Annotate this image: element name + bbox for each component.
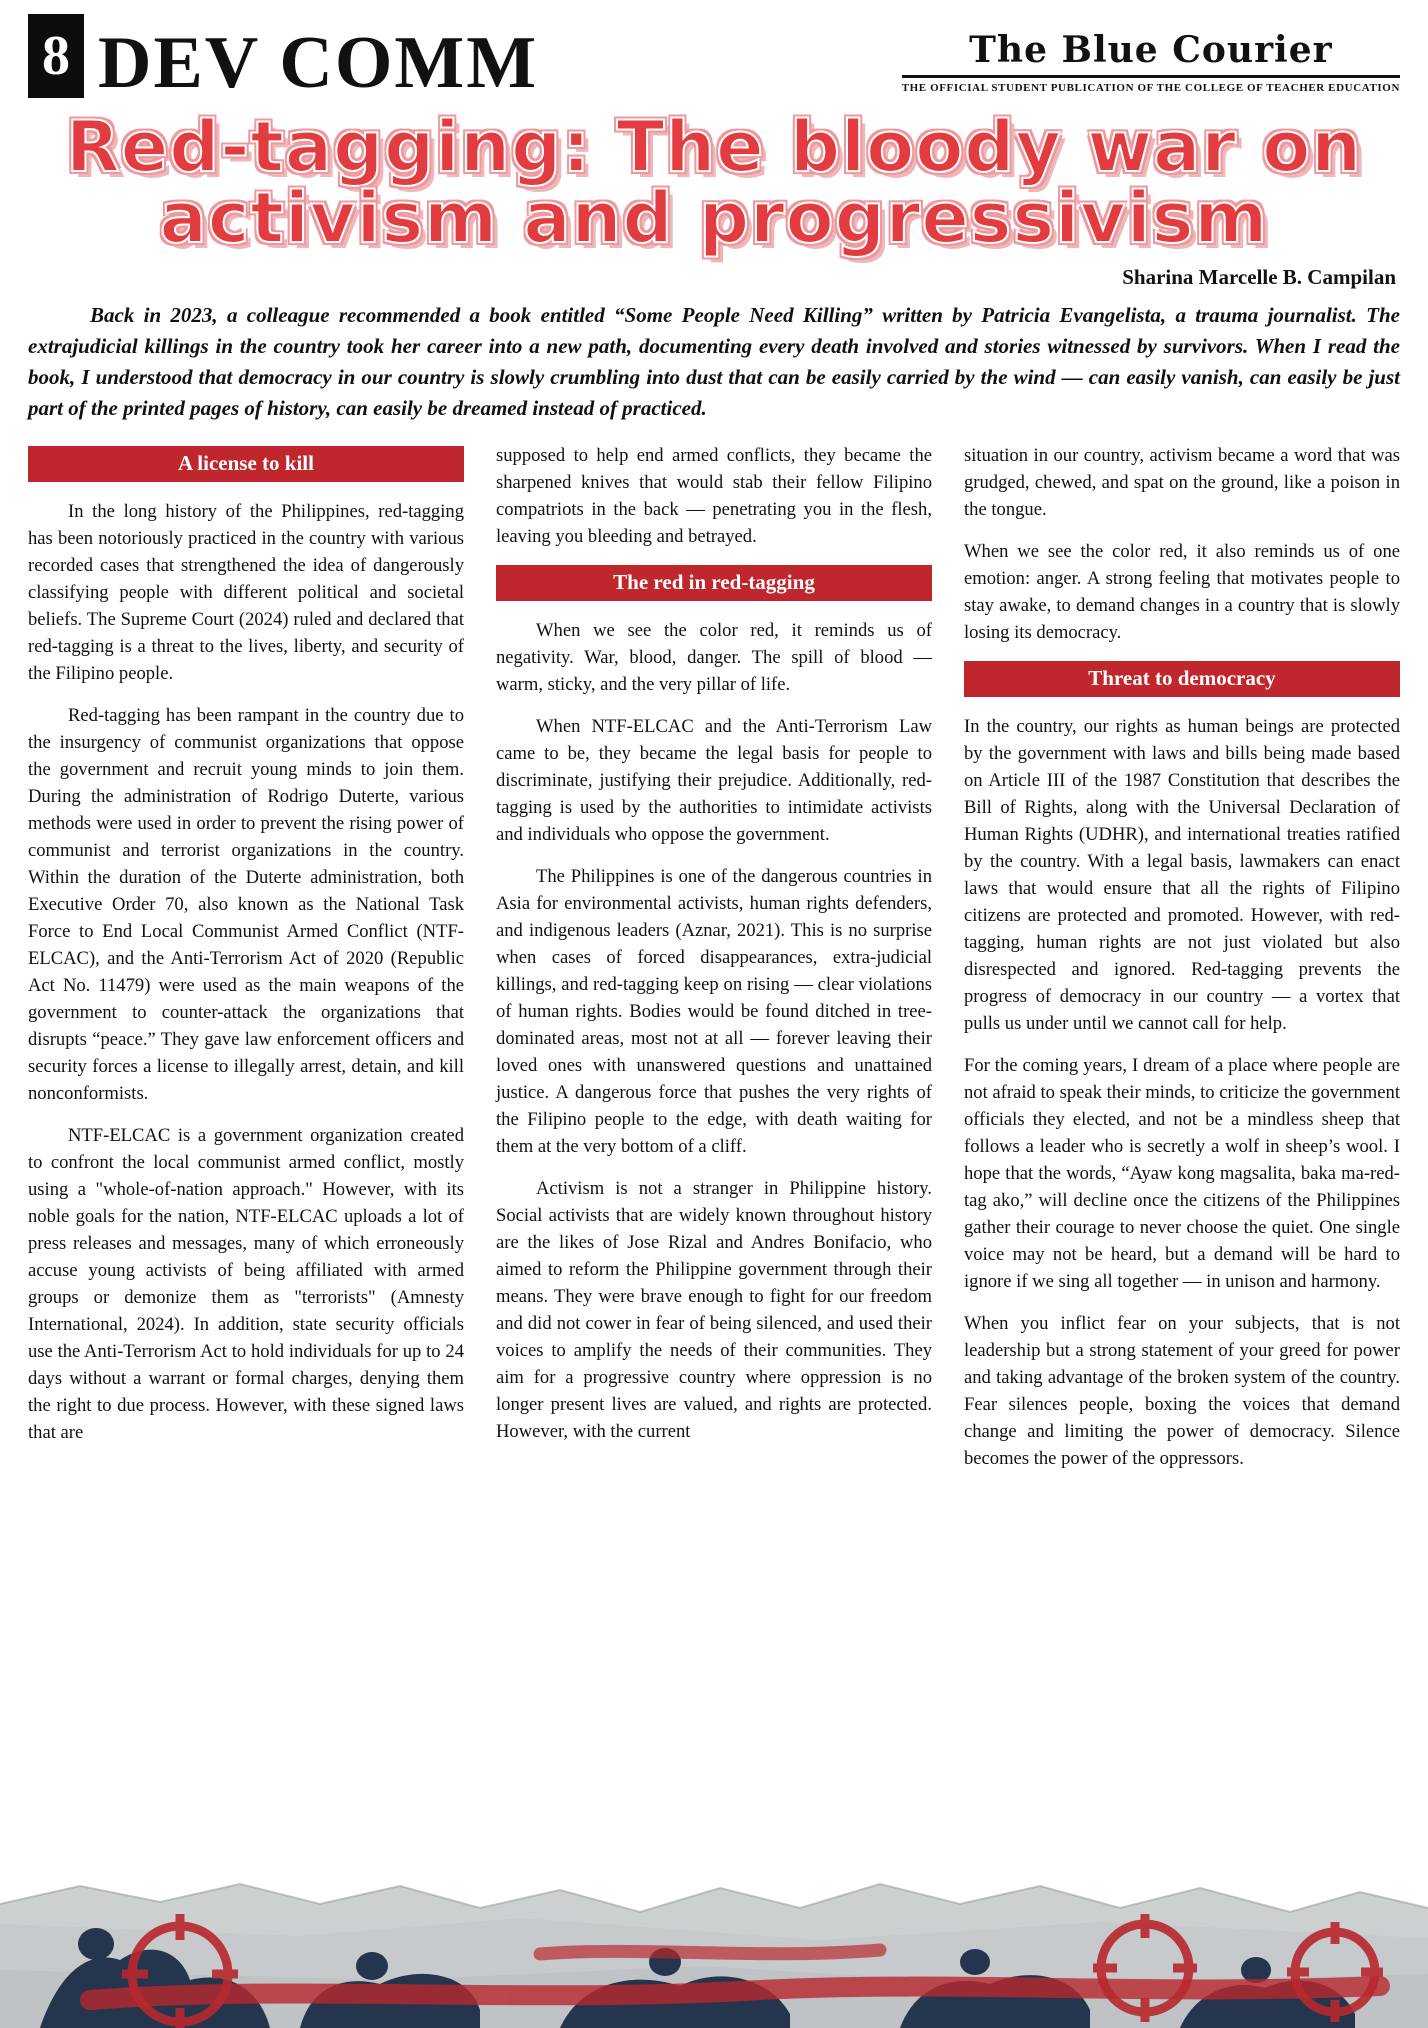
column-3 (964, 442, 1400, 1487)
paragraph: situation in our country, activism became a word that was grudged, chewed, and spat on the ground, like a poison in the tongue. (964, 444, 1400, 520)
article-columns (28, 442, 1400, 1487)
column-2 (496, 442, 932, 1487)
byline: Sharina Marcelle B. Campilan (1122, 264, 1396, 289)
footer-artwork-svg (0, 1878, 1428, 2028)
paragraph: Red-tagging has been rampant in the country due to the insurgency of communist organizations that oppose the government and recruit young minds to join them. During the administration of Rodrigo Duterte, various methods were used in order to prevent the rising power of communist and terrorist organizations in the country. Within the duration of the Duterte administration, both Executive Order 70, also known as the National Task Force to End Local Communist Armed Conflict (NTF-ELCAC), and the Anti-Terrorism Act of 2020 (Republic Act No. 11479) were used as the main weapons of the government to counter-attack the organizations that disrupts “peace.” They gave law enforcement officers and security forces a license to illegally arrest, detain, and kill nonconformists. (28, 704, 464, 1104)
paragraph: When NTF-ELCAC and the Anti-Terrorism Law came to be, they became the legal basis for people to discriminate, justifying their prejudice. Additionally, red-tagging is used by the authorities to intimidate activists and individuals who oppose the government. (496, 715, 932, 845)
article-headline (10, 106, 1418, 260)
column-1 (28, 442, 464, 1487)
paragraph: NTF-ELCAC is a government organization created to confront the local communist armed conflict, mostly using a "whole-of-nation approach." However, with its noble goals for the nation, NTF-ELCAC uploads a lot of press releases and messages, many of which erroneously accuse young activists of being affiliated with armed groups or demonize them as "terrorists" (Amnesty International, 2024). In addition, state security officials use the Anti-Terrorism Act to hold individuals for up to 24 days without a warrant or formal charges, denying them the right to due process. However, with these signed laws that are (28, 1124, 464, 1443)
page-header (28, 14, 1400, 104)
publication-tagline: THE OFFICIAL STUDENT PUBLICATION OF THE COLLEGE OF TEACHER EDUCATION (901, 82, 1400, 94)
paragraph: In the long history of the Philippines, red-tagging has been notoriously practiced in the country with various recorded cases that strengthened the idea of dangerously classifying people with different political and societal beliefs. The Supreme Court (2024) ruled and declared that red-tagging is a threat to the lives, liberty, and security of the Filipino people. (28, 500, 464, 684)
headline-line-1: Red-tagging: The bloody war on (65, 106, 1363, 188)
headline-line-2: activism and progressivism (159, 177, 1269, 260)
publication-name: The Blue Courier (902, 29, 1400, 78)
section-header (28, 14, 539, 104)
paragraph: When we see the color red, it also reminds us of one emotion: anger. A strong feeling that motivates people to stay awake, to demand changes in a country that is slowly losing its democracy. (964, 540, 1400, 643)
section-heading-threat-to-democracy: Threat to democracy (964, 661, 1400, 697)
paragraph: Activism is not a stranger in Philippine history. Social activists that are widely known throughout history are the likes of Jose Rizal and Andres Bonifacio, who aimed to reform the Philippine government through their means. They were brave enough to fight for our freedom and did not cower in fear of being silenced, and used their voices to amplify the needs of their communities. They aim for a progressive country where oppression is no longer present lives are valued, and rights are protected. However, with the current (496, 1177, 932, 1442)
section-heading-license-to-kill: A license to kill (28, 446, 464, 482)
paragraph: The Philippines is one of the dangerous countries in Asia for environmental activists, human rights defenders, and indigenous leaders (Aznar, 2021). This is no surprise when cases of forced disappearances, extra-judicial killings, and red-tagging keep on rising — clear violations of human rights. Bodies would be found ditched in tree-dominated areas, most not at all — forever leaving their loved ones with unanswered questions and unattained justice. A dangerous force that pushes the very rights of the Filipino people to the edge, with death waiting for them at the very bottom of a cliff. (496, 865, 932, 1157)
paragraph: When we see the color red, it reminds us of negativity. War, blood, danger. The spill of blood — warm, sticky, and the very pillar of life. (496, 619, 932, 695)
section-title: DEV COMM (98, 21, 539, 104)
footer-artwork (0, 1878, 1428, 2028)
masthead (902, 29, 1400, 98)
paragraph: For the coming years, I dream of a place where people are not afraid to speak their minds, to criticize the government officials they elected, and not be a mindless sheep that follows a leader who is secretly a wolf in sheep’s wool. I hope that the words, “Ayaw kong magsalita, baka ma-red-tag ako,” will decline once the citizens of the Philippines gather their courage to never choose the quiet. One single voice may not be heard, but a demand will be hard to ignore if we sing all together — in unison and harmony. (964, 1054, 1400, 1292)
page-number: 8 (28, 14, 84, 98)
article-intro: Back in 2023, a colleague recommended a book entitled “Some People Need Killing” written by Patricia Evangelista, a trauma journalist. The extrajudicial killings in the country took her career into a new path, documenting every death involved and stories witnessed by survivors. When I read the book, I understood that democracy in our country is slowly crumbling into dust that can be easily carried by the wind — can easily vanish, can easily be just part of the printed pages of history, can easily be dreamed instead of practiced. (28, 302, 1400, 420)
paragraph: When you inflict fear on your subjects, that is not leadership but a strong statement of your greed for power and taking advantage of the broken system of the country. Fear silences people, boxing the voices that demand change and limiting the power of democracy. Silence becomes the power of the oppressors. (964, 1312, 1400, 1469)
paragraph: supposed to help end armed conflicts, they became the sharpened knives that would stab their fellow Filipino compatriots in the back — penetrating you in the flesh, leaving you bleeding and betrayed. (496, 444, 932, 547)
section-heading-red-in-red-tagging: The red in red-tagging (496, 565, 932, 601)
paragraph: In the country, our rights as human beings are protected by the government with laws and bills being made based on Article III of the 1987 Constitution that describes the Bill of Rights, along with the Universal Declaration of Human Rights (UDHR), and international treaties ratified by the country. With a legal basis, lawmakers can enact laws that would ensure that all the rights of Filipino citizens are protected and promoted. However, with red-tagging, human rights are not just violated but also disrespected and ignored. Red-tagging prevents the progress of democracy in our country — a vortex that pulls us under until we cannot call for help. (964, 715, 1400, 1034)
